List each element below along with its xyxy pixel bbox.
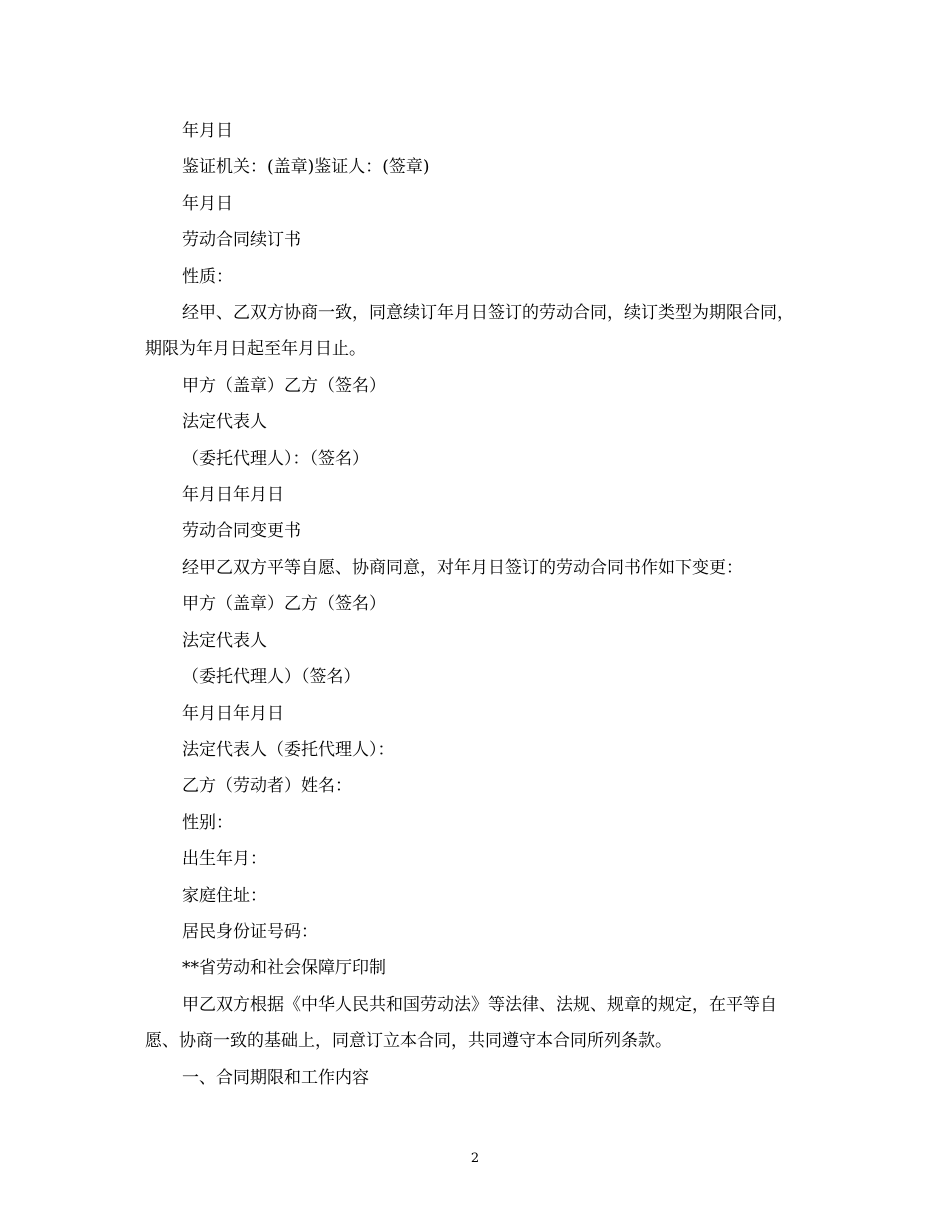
paragraph: 出生年月： xyxy=(182,849,267,870)
paragraph: （委托代理人）：（签名） xyxy=(182,448,369,469)
page-number: 2 xyxy=(470,1151,480,1166)
paragraph: **省劳动和社会保障厅印制 xyxy=(182,958,386,979)
paragraph: 鉴证机关：(盖章)鉴证人：(签章) xyxy=(182,157,430,178)
paragraph: 法定代表人（委托代理人）： xyxy=(182,739,395,760)
paragraph: 法定代表人 xyxy=(182,630,267,651)
paragraph: 年月日年月日 xyxy=(182,703,284,724)
paragraph: （委托代理人）（签名） xyxy=(182,667,361,688)
paragraph: 家庭住址： xyxy=(182,885,267,906)
paragraph: 甲方（盖章）乙方（签名） xyxy=(182,375,386,396)
paragraph: 乙方（劳动者）姓名： xyxy=(182,776,352,797)
paragraph: 劳动合同变更书 xyxy=(182,521,301,542)
paragraph: 劳动合同续订书 xyxy=(182,230,301,251)
paragraph: 经甲、乙双方协商一致，同意续订年月日签订的劳动合同，续订类型为期限合同，期限为年月日起至年月日止。 xyxy=(145,303,794,360)
paragraph: 甲方（盖章）乙方（签名） xyxy=(182,594,386,615)
paragraph: 性别： xyxy=(182,812,233,833)
paragraph: 年月日年月日 xyxy=(182,485,284,506)
paragraph: 年月日 xyxy=(182,193,233,214)
paragraph: 年月日 xyxy=(182,121,233,141)
paragraph: 性质： xyxy=(182,266,233,287)
paragraph: 一、合同期限和工作内容 xyxy=(182,1067,369,1088)
paragraph: 法定代表人 xyxy=(182,412,267,433)
document-body xyxy=(145,113,807,1096)
paragraph: 经甲乙双方平等自愿、协商同意，对年月日签订的劳动合同书作如下变更： xyxy=(182,557,743,578)
paragraph: 甲乙双方根据《中华人民共和国劳动法》等法律、法规、规章的规定，在平等自愿、协商一致的基础上，同意订立本合同，共同遵守本合同所列条款。 xyxy=(145,994,777,1052)
paragraph: 居民身份证号码： xyxy=(182,921,318,942)
